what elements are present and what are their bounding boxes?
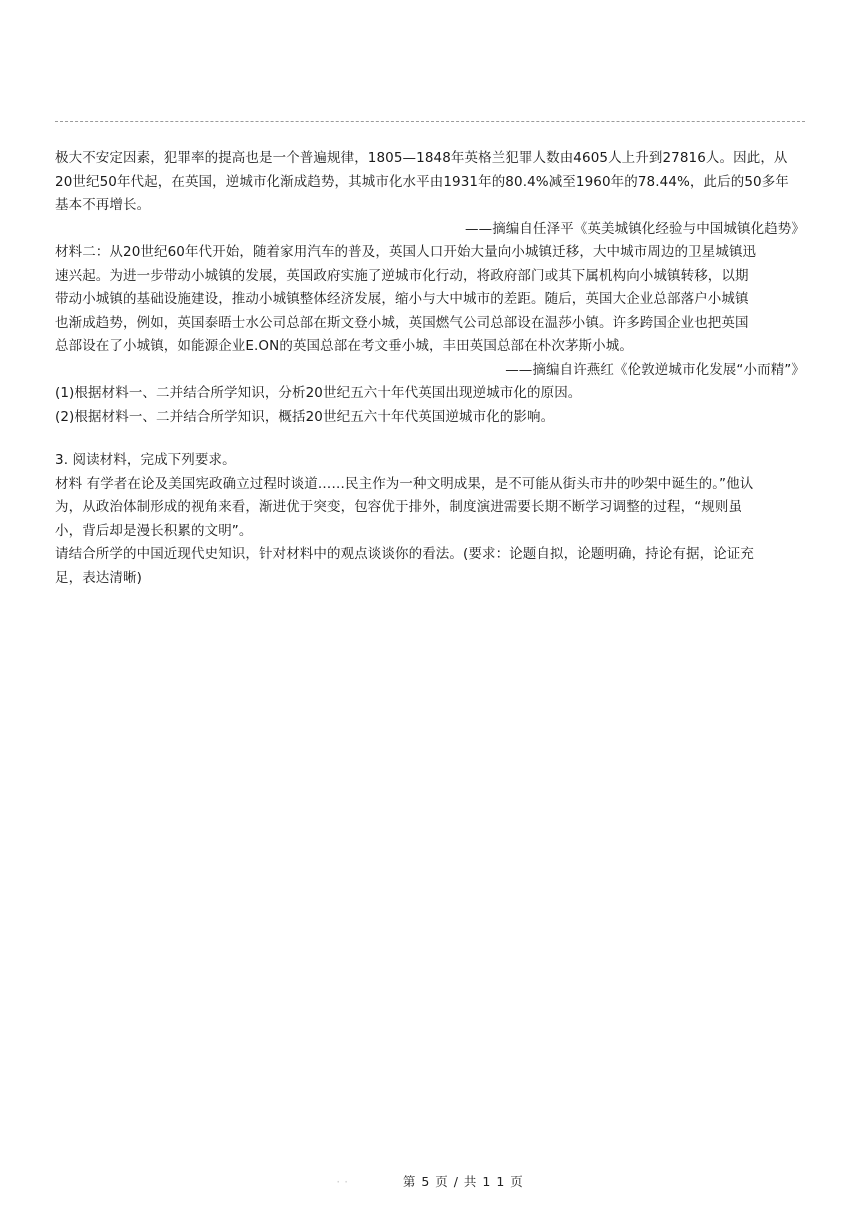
text-line: 材料 有学者在论及美国宪政确立过程时谈道……民主作为一种文明成果，是不可能从街头市井的吵架中诞生的。”他认 [55, 475, 754, 492]
text-line: 为，从政治体制形成的视角来看，渐进优于突变，包容优于排外，制度演进需要长期不断学习调整的过程，“规则虽 [55, 499, 743, 515]
material1-source: ——摘编自任泽平《英美城镇化经验与中国城镇化趋势》 [465, 220, 805, 237]
page-number: 第 5 页 / 共 1 1 页 [402, 1174, 524, 1189]
question-item: (2)根据材料一、二并结合所学知识，概括20世纪五六十年代英国逆城市化的影响。 [55, 408, 555, 425]
text-line: 带动小城镇的基础设施建设，推动小城镇整体经济发展，缩小与大中城市的差距。随后，英国大企业总部落户小城镇 [55, 291, 749, 307]
material2 [55, 241, 805, 382]
task-line: 足，表达清晰) [55, 569, 142, 586]
text-line: 极大不安定因素，犯罪率的提高也是一个普遍规律，1805—1848年英格兰犯罪人数由4605人上升到27816人。因此，从 [55, 150, 788, 166]
footer-faint-marks: · · [336, 1174, 349, 1189]
page-separator [55, 121, 805, 122]
text-line: 也渐成趋势，例如，英国泰晤士水公司总部在斯文登小城，英国燃气公司总部设在温莎小镇。许多跨国企业也把英国 [55, 314, 749, 331]
material1-tail [55, 147, 805, 241]
text-line: 材料二：从20世纪60年代开始，随着家用汽车的普及，英国人口开始大量向小城镇迁移，大中城市周边的卫星城镇迅 [55, 244, 757, 260]
question-list [55, 382, 805, 429]
text-line: 20世纪50年代起，在英国，逆城市化渐成趋势，其城市化水平由1931年的80.4%减至1960年的78.44%，此后的50多年 [55, 173, 789, 190]
material2-source: ——摘编自许燕红《伦敦逆城市化发展“小而精”》 [505, 361, 805, 378]
question-item: (1)根据材料一、二并结合所学知识，分析20世纪五六十年代英国出现逆城市化的原因。 [55, 385, 582, 401]
question-heading: 3. 阅读材料，完成下列要求。 [55, 452, 236, 468]
page-footer [0, 1172, 860, 1190]
text-line: 小，背后却是漫长积累的文明”。 [55, 522, 253, 539]
question-3 [55, 449, 805, 590]
text-line: 总部设在了小城镇，如能源企业E.ON的英国总部在考文垂小城，丰田英国总部在朴次茅斯小城。 [55, 338, 633, 354]
page-content [55, 147, 805, 590]
task-line: 请结合所学的中国近现代史知识，针对材料中的观点谈谈你的看法。(要求：论题自拟，论题明确，持论有据，论证充 [55, 546, 754, 562]
text-line: 速兴起。为进一步带动小城镇的发展，英国政府实施了逆城市化行动，将政府部门或其下属机构向小城镇转移，以期 [55, 267, 749, 284]
text-line: 基本不再增长。 [55, 197, 151, 213]
